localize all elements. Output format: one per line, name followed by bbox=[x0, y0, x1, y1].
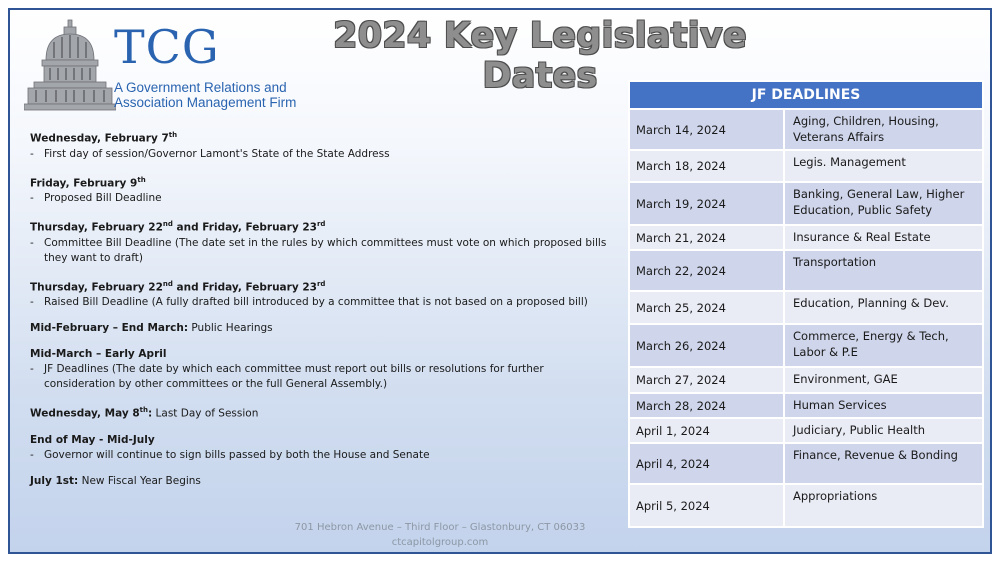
event-item bbox=[30, 433, 610, 463]
event-detail: - Proposed Bill Deadline bbox=[30, 192, 162, 204]
event-heading: Wednesday, February 7th bbox=[30, 131, 178, 145]
committee-list: Judiciary, Public Health bbox=[784, 418, 983, 443]
committee-list: Insurance & Real Estate bbox=[784, 225, 983, 250]
table-row bbox=[629, 225, 983, 250]
deadline-date: April 4, 2024 bbox=[629, 443, 784, 484]
event-item bbox=[30, 217, 610, 266]
table-row bbox=[629, 484, 983, 527]
event-detail: - Committee Bill Deadline (The date set in the rules by which committees must vote on which proposed bills they want to draft) bbox=[30, 236, 607, 264]
deadline-date: March 22, 2024 bbox=[629, 250, 784, 291]
event-item bbox=[30, 403, 610, 422]
committee-list: Finance, Revenue & Bonding bbox=[784, 443, 983, 484]
event-heading: Friday, February 9th bbox=[30, 175, 146, 189]
deadline-date: March 27, 2024 bbox=[629, 367, 784, 393]
deadline-date: March 25, 2024 bbox=[629, 291, 784, 324]
committee-list: Banking, General Law, Higher Education, Public Safety bbox=[784, 182, 983, 225]
committee-list: Aging, Children, Housing, Veterans Affairs bbox=[784, 109, 983, 150]
table-row bbox=[629, 443, 983, 484]
slide bbox=[8, 8, 992, 554]
deadline-date: March 19, 2024 bbox=[629, 182, 784, 225]
deadline-date: April 5, 2024 bbox=[629, 484, 784, 527]
table-row bbox=[629, 367, 983, 393]
key-dates-list bbox=[30, 128, 610, 500]
event-item bbox=[30, 347, 610, 392]
footer-website: ctcapitolgroup.com bbox=[391, 537, 489, 548]
table-row bbox=[629, 393, 983, 418]
footer-address: 701 Hebron Avenue – Third Floor – Glastonbury, CT 06033 bbox=[294, 522, 586, 533]
event-heading: Thursday, February 22nd and Friday, February 23rd bbox=[30, 220, 326, 234]
event-heading: Thursday, February 22nd and Friday, February 23rd bbox=[30, 279, 326, 293]
event-detail: - Governor will continue to sign bills passed by both the House and Senate bbox=[30, 448, 430, 461]
capitol-dome-icon bbox=[24, 18, 116, 114]
event-item bbox=[30, 128, 610, 162]
committee-list: Human Services bbox=[784, 393, 983, 418]
deadline-date: March 28, 2024 bbox=[629, 393, 784, 418]
event-item bbox=[30, 474, 610, 489]
committee-list: Transportation bbox=[784, 250, 983, 291]
committee-list: Legis. Management bbox=[784, 150, 983, 182]
logo-name: TCG bbox=[114, 20, 220, 74]
footer bbox=[240, 520, 640, 550]
deadline-date: March 26, 2024 bbox=[629, 324, 784, 367]
event-heading: End of May - Mid-July bbox=[30, 433, 155, 446]
deadline-date: April 1, 2024 bbox=[629, 418, 784, 443]
event-detail: - First day of session/Governor Lamont's State of the State Address bbox=[30, 147, 390, 160]
logo-tagline-line-2: Association Management Firm bbox=[114, 95, 297, 110]
table-row bbox=[629, 109, 983, 150]
event-heading: Mid-February – End March: Public Hearings bbox=[30, 322, 273, 334]
jf-deadlines-table bbox=[628, 80, 984, 528]
logo-tagline-line-1: A Government Relations and bbox=[114, 80, 287, 95]
committee-list: Environment, GAE bbox=[784, 367, 983, 393]
deadline-date: March 14, 2024 bbox=[629, 109, 784, 150]
table-row bbox=[629, 150, 983, 182]
deadline-date: March 21, 2024 bbox=[629, 225, 784, 250]
event-heading: July 1st: New Fiscal Year Begins bbox=[30, 474, 201, 487]
jf-table-header: JF DEADLINES bbox=[629, 81, 983, 109]
table-row bbox=[629, 418, 983, 443]
table-row bbox=[629, 324, 983, 367]
event-detail: - Raised Bill Deadline (A fully drafted bill introduced by a committee that is not based on a proposed bill) bbox=[30, 296, 588, 308]
event-heading: Mid-March – Early April bbox=[30, 348, 167, 360]
event-item bbox=[30, 321, 610, 336]
table-row bbox=[629, 250, 983, 291]
committee-list: Commerce, Energy & Tech, Labor & P.E bbox=[784, 324, 983, 367]
event-item bbox=[30, 277, 610, 311]
committee-list: Appropriations bbox=[784, 484, 983, 527]
tcg-logo bbox=[24, 18, 314, 118]
event-detail: - JF Deadlines (The date by which each committee must report out bills or resolutions for further consideration by other committees or the full General Assembly.) bbox=[30, 363, 544, 390]
event-item bbox=[30, 173, 610, 207]
deadline-date: March 18, 2024 bbox=[629, 150, 784, 182]
table-row bbox=[629, 291, 983, 324]
table-row bbox=[629, 182, 983, 225]
event-heading: Wednesday, May 8th: Last Day of Session bbox=[30, 406, 259, 420]
committee-list: Education, Planning & Dev. bbox=[784, 291, 983, 324]
page-title: 2024 Key Legislative Dates bbox=[333, 16, 747, 96]
